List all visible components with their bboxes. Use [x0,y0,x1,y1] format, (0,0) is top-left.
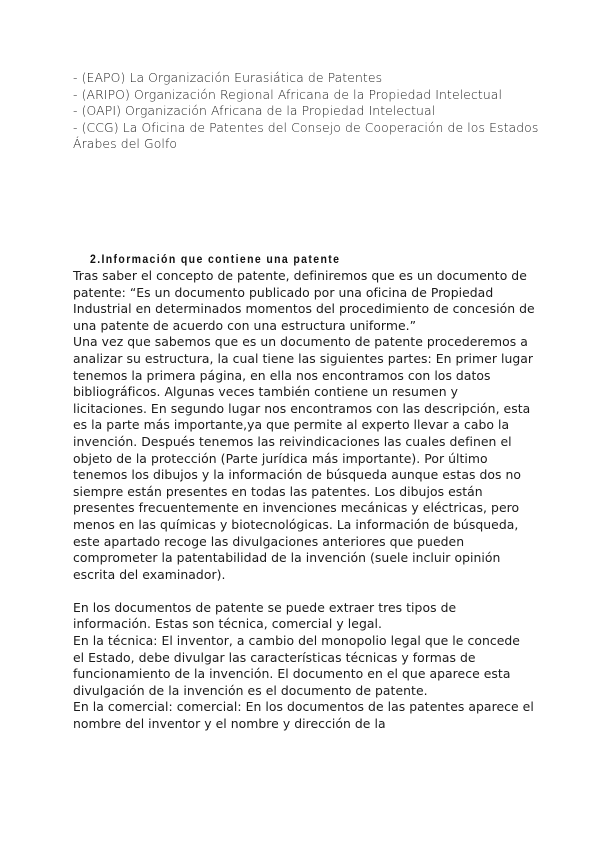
list-item: - (CCG) La Oficina de Patentes del Consejo de Cooperación de los Estados Árabes del Golfo [73,119,539,152]
section-heading: 2.Información que contiene una patente [90,252,341,266]
patent-organizations-list [73,70,543,153]
list-item: - (OAPI) Organización Africana de la Propiedad Intelectual [73,103,436,119]
paragraph-technical: En la técnica: El inventor, a cambio del monopolio legal que le concede el Estado, debe divulgar las características técnicas y formas de funcionamiento de la invención. El documento en el que aparece esta divulgación de la invención es el documento de patente. [73,633,520,698]
paragraph-commercial: En la comercial: comercial: En los documentos de las patentes aparece el nombre del inventor y el nombre y dirección de la [73,699,534,732]
section-body [73,268,535,733]
paragraph-definition: Tras saber el concepto de patente, definiremos que es un documento de patente: “Es un documento publicado por una oficina de Propiedad Industrial en determinados momentos del procedimiento de concesión de una patente de acuerdo con una estructura uniforme.” [73,268,535,333]
list-item: - (ARIPO) Organización Regional Africana de la Propiedad Intelectual [73,86,503,102]
paragraph-information-types: En los documentos de patente se puede extraer tres tipos de información. Estas son técnica, comercial y legal. [73,599,457,632]
paragraph-structure: Una vez que sabemos que es un documento de patente procederemos a analizar su estructura, la cual tiene las siguientes partes: En primer lugar tenemos la primera página, en ella nos encontramos con los datos bibliográficos. Algunas veces también contiene un resumen y licitaciones. En segundo lugar nos encontramos con las descripción, esta es la parte más importante,ya que permite al experto llevar a cabo la invención. Después tenemos las reivindicaciones las cuales definen el objeto de la protección (Parte jurídica más importante). Por último tenemos los dibujos y la información de búsqueda aunque estas dos no siempre están presentes en todas las patentes. Los dibujos están presentes frecuentemente en invenciones mecánicas y eléctricas, pero menos en las químicas y biotecnológicas. La información de búsqueda, este apartado recoge las divulgaciones anteriores que pueden comprometer la patentabilidad de la invención (suele incluir opinión escrita del examinador). [73,334,534,582]
list-item: - (EAPO) La Organización Eurasiática de Patentes [73,70,383,85]
